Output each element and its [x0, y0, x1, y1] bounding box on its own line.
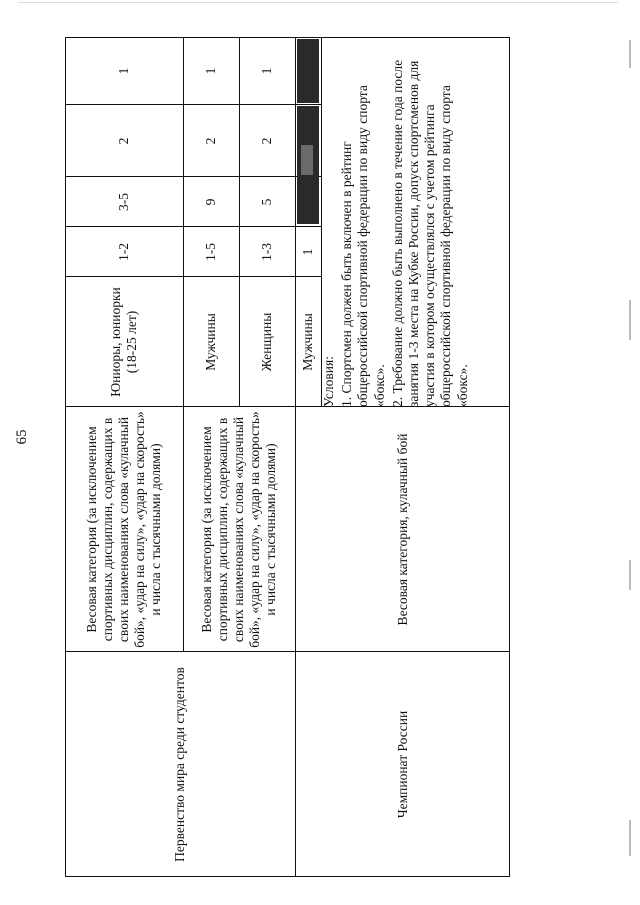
group-cell: Мужчины — [300, 313, 315, 371]
scan-speck — [629, 40, 631, 68]
shaded-empty-cell — [297, 39, 319, 103]
scan-speck — [629, 820, 631, 856]
discipline-cell: Весовая категория (за исключением спортивных дисциплин, содержащих в своих наименованиях слова «кулачный бой», «удар на силу», «удар на скорость» и числа с тысячными долями) — [84, 411, 163, 648]
group-cell: Женщины — [259, 312, 274, 372]
group-cell: Мужчины — [203, 313, 218, 371]
place-cell: 1-2 — [116, 243, 131, 261]
page-number: 65 — [14, 429, 30, 445]
value-cell: 2 — [203, 137, 218, 145]
scan-speck — [629, 300, 631, 340]
event-cell: Первенство мира среди студентов — [172, 667, 187, 862]
value-cell: 2 — [116, 137, 131, 145]
conditions-text — [321, 45, 506, 407]
value-cell: 1 — [259, 67, 274, 75]
value-cell: 5 — [259, 198, 274, 206]
condition-item: 2. Требование должно быть выполнено в течение года после занятия 1-3 места на Кубке России, допуск спортсменов для участия в котором осуществлялся с учетом рейтинга общероссийской спортивной федерации по виду спорта «бокс». — [389, 59, 470, 407]
sports-qualification-table — [65, 37, 510, 877]
value-cell: 2 — [259, 137, 274, 145]
event-cell: Чемпионат России — [394, 710, 410, 819]
group-cell: Юниоры, юниорки (18-25 лет) — [108, 287, 139, 397]
scan-speck — [629, 560, 631, 590]
condition-item: 1. Спортсмен должен быть включен в рейтинг общероссийской спортивной федерации по виду спорта «бокс». — [339, 85, 387, 407]
shaded-texture — [301, 145, 313, 175]
value-cell: 3-5 — [116, 193, 131, 211]
value-cell: 1 — [116, 67, 131, 75]
scan-artifact-line — [18, 2, 618, 3]
value-cell: 1 — [203, 67, 218, 75]
place-cell: 1-3 — [259, 243, 274, 261]
rotated-page — [14, 37, 510, 877]
discipline-cell: Весовая категория, кулачный бой — [394, 433, 410, 626]
value-cell: 9 — [203, 198, 218, 206]
conditions-heading: Условия: — [321, 356, 336, 407]
place-cell: 1-5 — [203, 243, 218, 261]
discipline-cell: Весовая категория (за исключением спортивных дисциплин, содержащих в своих наименованиях слова «кулачный бой», «удар на силу», «удар на скорость» и числа с тысячными долями) — [199, 411, 278, 648]
place-cell: 1 — [300, 248, 315, 256]
